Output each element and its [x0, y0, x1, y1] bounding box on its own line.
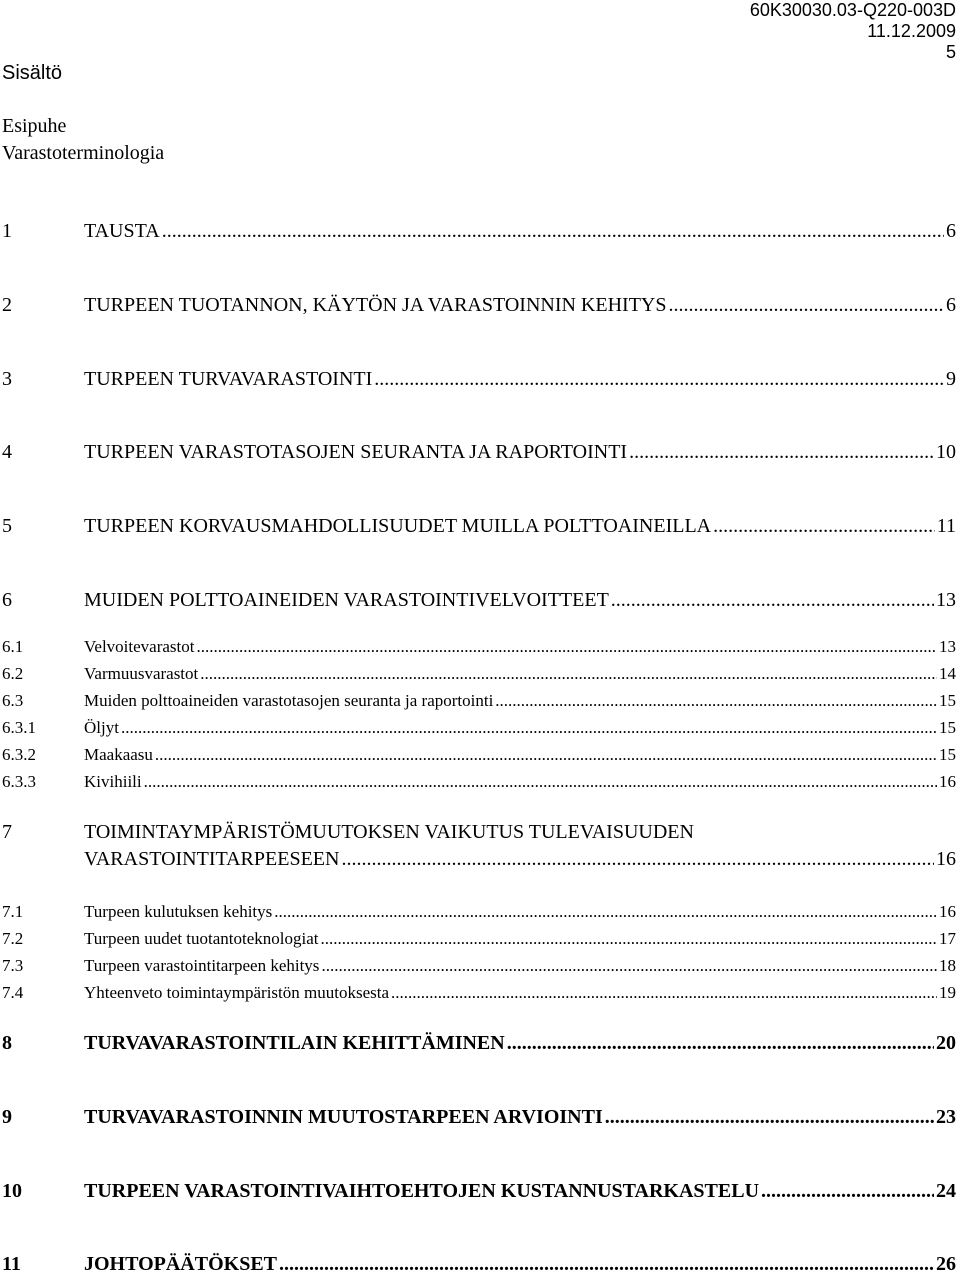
toc-number: 6 [2, 589, 12, 611]
dot-leader [629, 441, 934, 464]
toc-page: 26 [936, 1253, 956, 1275]
toc-entry-6-2[interactable] [2, 664, 956, 684]
toc-number: 7 [2, 821, 12, 843]
toc-page: 15 [939, 718, 956, 737]
toc-title-text: MUIDEN POLTTOAINEIDEN VARASTOINTIVELVOITTEET [84, 589, 609, 611]
toc-entry-6[interactable] [2, 589, 956, 612]
toc-title-text: JOHTOPÄÄTÖKSET [84, 1253, 278, 1275]
dot-leader [391, 983, 937, 1003]
toc-title-text: Maakaasu [84, 745, 153, 764]
toc-entry-5[interactable] [2, 515, 956, 538]
dot-leader [121, 718, 937, 738]
toc-number: 9 [2, 1106, 12, 1128]
toc-entry-8[interactable] [2, 1032, 956, 1055]
toc-entry-7-4[interactable] [2, 983, 956, 1003]
toc-page: 11 [936, 515, 956, 537]
toc-title-text: Kivihiili [84, 772, 142, 791]
toc-title-text: TURVAVARASTOINTILAIN KEHITTÄMINEN [84, 1032, 505, 1054]
toc-number: 7.2 [2, 929, 24, 948]
toc-entry-6-3-2[interactable] [2, 745, 956, 765]
dot-leader [341, 848, 934, 871]
toc-page: 24 [936, 1180, 956, 1202]
preface-list [2, 113, 164, 167]
toc-page: 15 [939, 691, 956, 710]
dot-leader [200, 664, 937, 684]
toc-number: 2 [2, 294, 12, 316]
toc-title-text: TAUSTA [84, 220, 160, 242]
toc-entry-7-line1[interactable] [2, 821, 956, 844]
toc-entry-7-line2[interactable] [84, 848, 956, 871]
dot-leader [605, 1106, 934, 1129]
toc-number: 7.1 [2, 902, 24, 921]
toc-number: 1 [2, 220, 12, 242]
toc-number: 6.3 [2, 691, 24, 710]
toc-page: 17 [939, 929, 956, 948]
toc-number: 6.3.3 [2, 772, 36, 791]
toc-entry-10[interactable] [2, 1180, 956, 1203]
doc-code: 60K30030.03-Q220-003D [749, 0, 956, 20]
dot-leader [196, 637, 937, 657]
toc-number: 7.3 [2, 956, 24, 975]
dot-leader [162, 220, 944, 243]
dot-leader [321, 956, 937, 976]
toc-entry-11[interactable] [2, 1253, 956, 1276]
toc-title-text: TURPEEN VARASTOINTIVAIHTOEHTOJEN KUSTANNUSTARKASTELU [84, 1180, 760, 1202]
toc-entry-6-3-1[interactable] [2, 718, 956, 738]
toc-title-text: Turpeen kulutuksen kehitys [84, 902, 273, 921]
toc-page: 6 [946, 294, 956, 316]
doc-date: 11.12.2009 [867, 21, 956, 41]
dot-leader [761, 1180, 934, 1203]
toc-number: 6.1 [2, 637, 24, 656]
toc-number: 8 [2, 1032, 12, 1054]
toc-entry-3[interactable] [2, 368, 956, 391]
toc-number: 6.3.2 [2, 745, 36, 764]
toc-page: 18 [939, 956, 956, 975]
toc-entry-4[interactable] [2, 441, 956, 464]
toc-title-text: TURPEEN TURVAVARASTOINTI [84, 368, 373, 390]
toc-number: 4 [2, 441, 12, 463]
toc-number: 6.2 [2, 664, 24, 683]
toc-title-text: Yhteenveto toimintaympäristön muutoksesta [84, 983, 390, 1002]
toc-number: 3 [2, 368, 12, 390]
toc-title-text: TURPEEN KORVAUSMAHDOLLISUUDET MUILLA POLTTOAINEILLA [84, 515, 712, 537]
dot-leader [611, 589, 934, 612]
toc-number: 11 [2, 1253, 21, 1275]
toc-title-text: TURPEEN TUOTANNON, KÄYTÖN JA VARASTOINNIN KEHITYS [84, 294, 667, 316]
toc-number: 6.3.1 [2, 718, 36, 737]
toc-entry-6-3[interactable] [2, 691, 956, 711]
toc-page: 15 [939, 745, 956, 764]
toc-page: 10 [936, 441, 956, 463]
toc-entry-2[interactable] [2, 294, 956, 317]
toc-entry-7-2[interactable] [2, 929, 956, 949]
toc-number: 5 [2, 515, 12, 537]
toc-title-text: TURPEEN VARASTOTASOJEN SEURANTA JA RAPORTOINTI [84, 441, 628, 463]
toc-title-text: Turpeen uudet tuotantoteknologiat [84, 929, 319, 948]
toc-title-text: TURVAVARASTOINNIN MUUTOSTARPEEN ARVIOINTI [84, 1106, 603, 1128]
preface-item-varastoterminologia: Varastoterminologia [2, 142, 165, 164]
dot-leader [321, 929, 937, 949]
toc-number: 10 [2, 1180, 22, 1202]
toc-title-text: Velvoitevarastot [84, 637, 195, 656]
toc-title-text: Turpeen varastointitarpeen kehitys [84, 956, 320, 975]
toc-title-text: Muiden polttoaineiden varastotasojen seuranta ja raportointi [84, 691, 494, 710]
page-number: 5 [945, 42, 956, 62]
dot-leader [495, 691, 937, 711]
dot-leader [155, 745, 937, 765]
dot-leader [668, 294, 944, 317]
dot-leader [274, 902, 937, 922]
toc-page: 6 [946, 220, 956, 242]
toc-entry-9[interactable] [2, 1106, 956, 1129]
toc-number: 7.4 [2, 983, 24, 1002]
toc-title-text: Öljyt [84, 718, 119, 737]
toc-page: 14 [939, 664, 956, 683]
dot-leader [279, 1253, 934, 1276]
preface-item-esipuhe: Esipuhe [2, 115, 67, 137]
toc-entry-7-3[interactable] [2, 956, 956, 976]
toc-page: 23 [936, 1106, 956, 1128]
toc-title-text: Varmuusvarastot [84, 664, 199, 683]
toc-page: 9 [946, 368, 956, 390]
dot-leader [713, 515, 935, 538]
toc-page: 16 [936, 848, 956, 870]
toc-title-text: TOIMINTAYMPÄRISTÖMUUTOKSEN VAIKUTUS TULEVAISUUDEN [84, 821, 694, 843]
toc-page: 16 [939, 772, 956, 791]
toc-entry-6-3-3[interactable] [2, 772, 956, 792]
dot-leader [507, 1032, 934, 1055]
toc-page: 16 [939, 902, 956, 921]
toc-entry-6-1[interactable] [2, 637, 956, 657]
toc-entry-7-1[interactable] [2, 902, 956, 922]
toc-title-text-cont: VARASTOINTITARPEESEEN [84, 848, 340, 870]
dot-leader [374, 368, 944, 391]
dot-leader [144, 772, 937, 792]
toc-entry-1[interactable] [2, 220, 956, 243]
page-header [750, 0, 956, 63]
toc-page: 20 [936, 1032, 956, 1054]
toc-page: 19 [939, 983, 956, 1002]
toc-page: 13 [939, 637, 956, 656]
toc-title: Sisältö [2, 62, 63, 84]
toc-page: 13 [936, 589, 956, 611]
